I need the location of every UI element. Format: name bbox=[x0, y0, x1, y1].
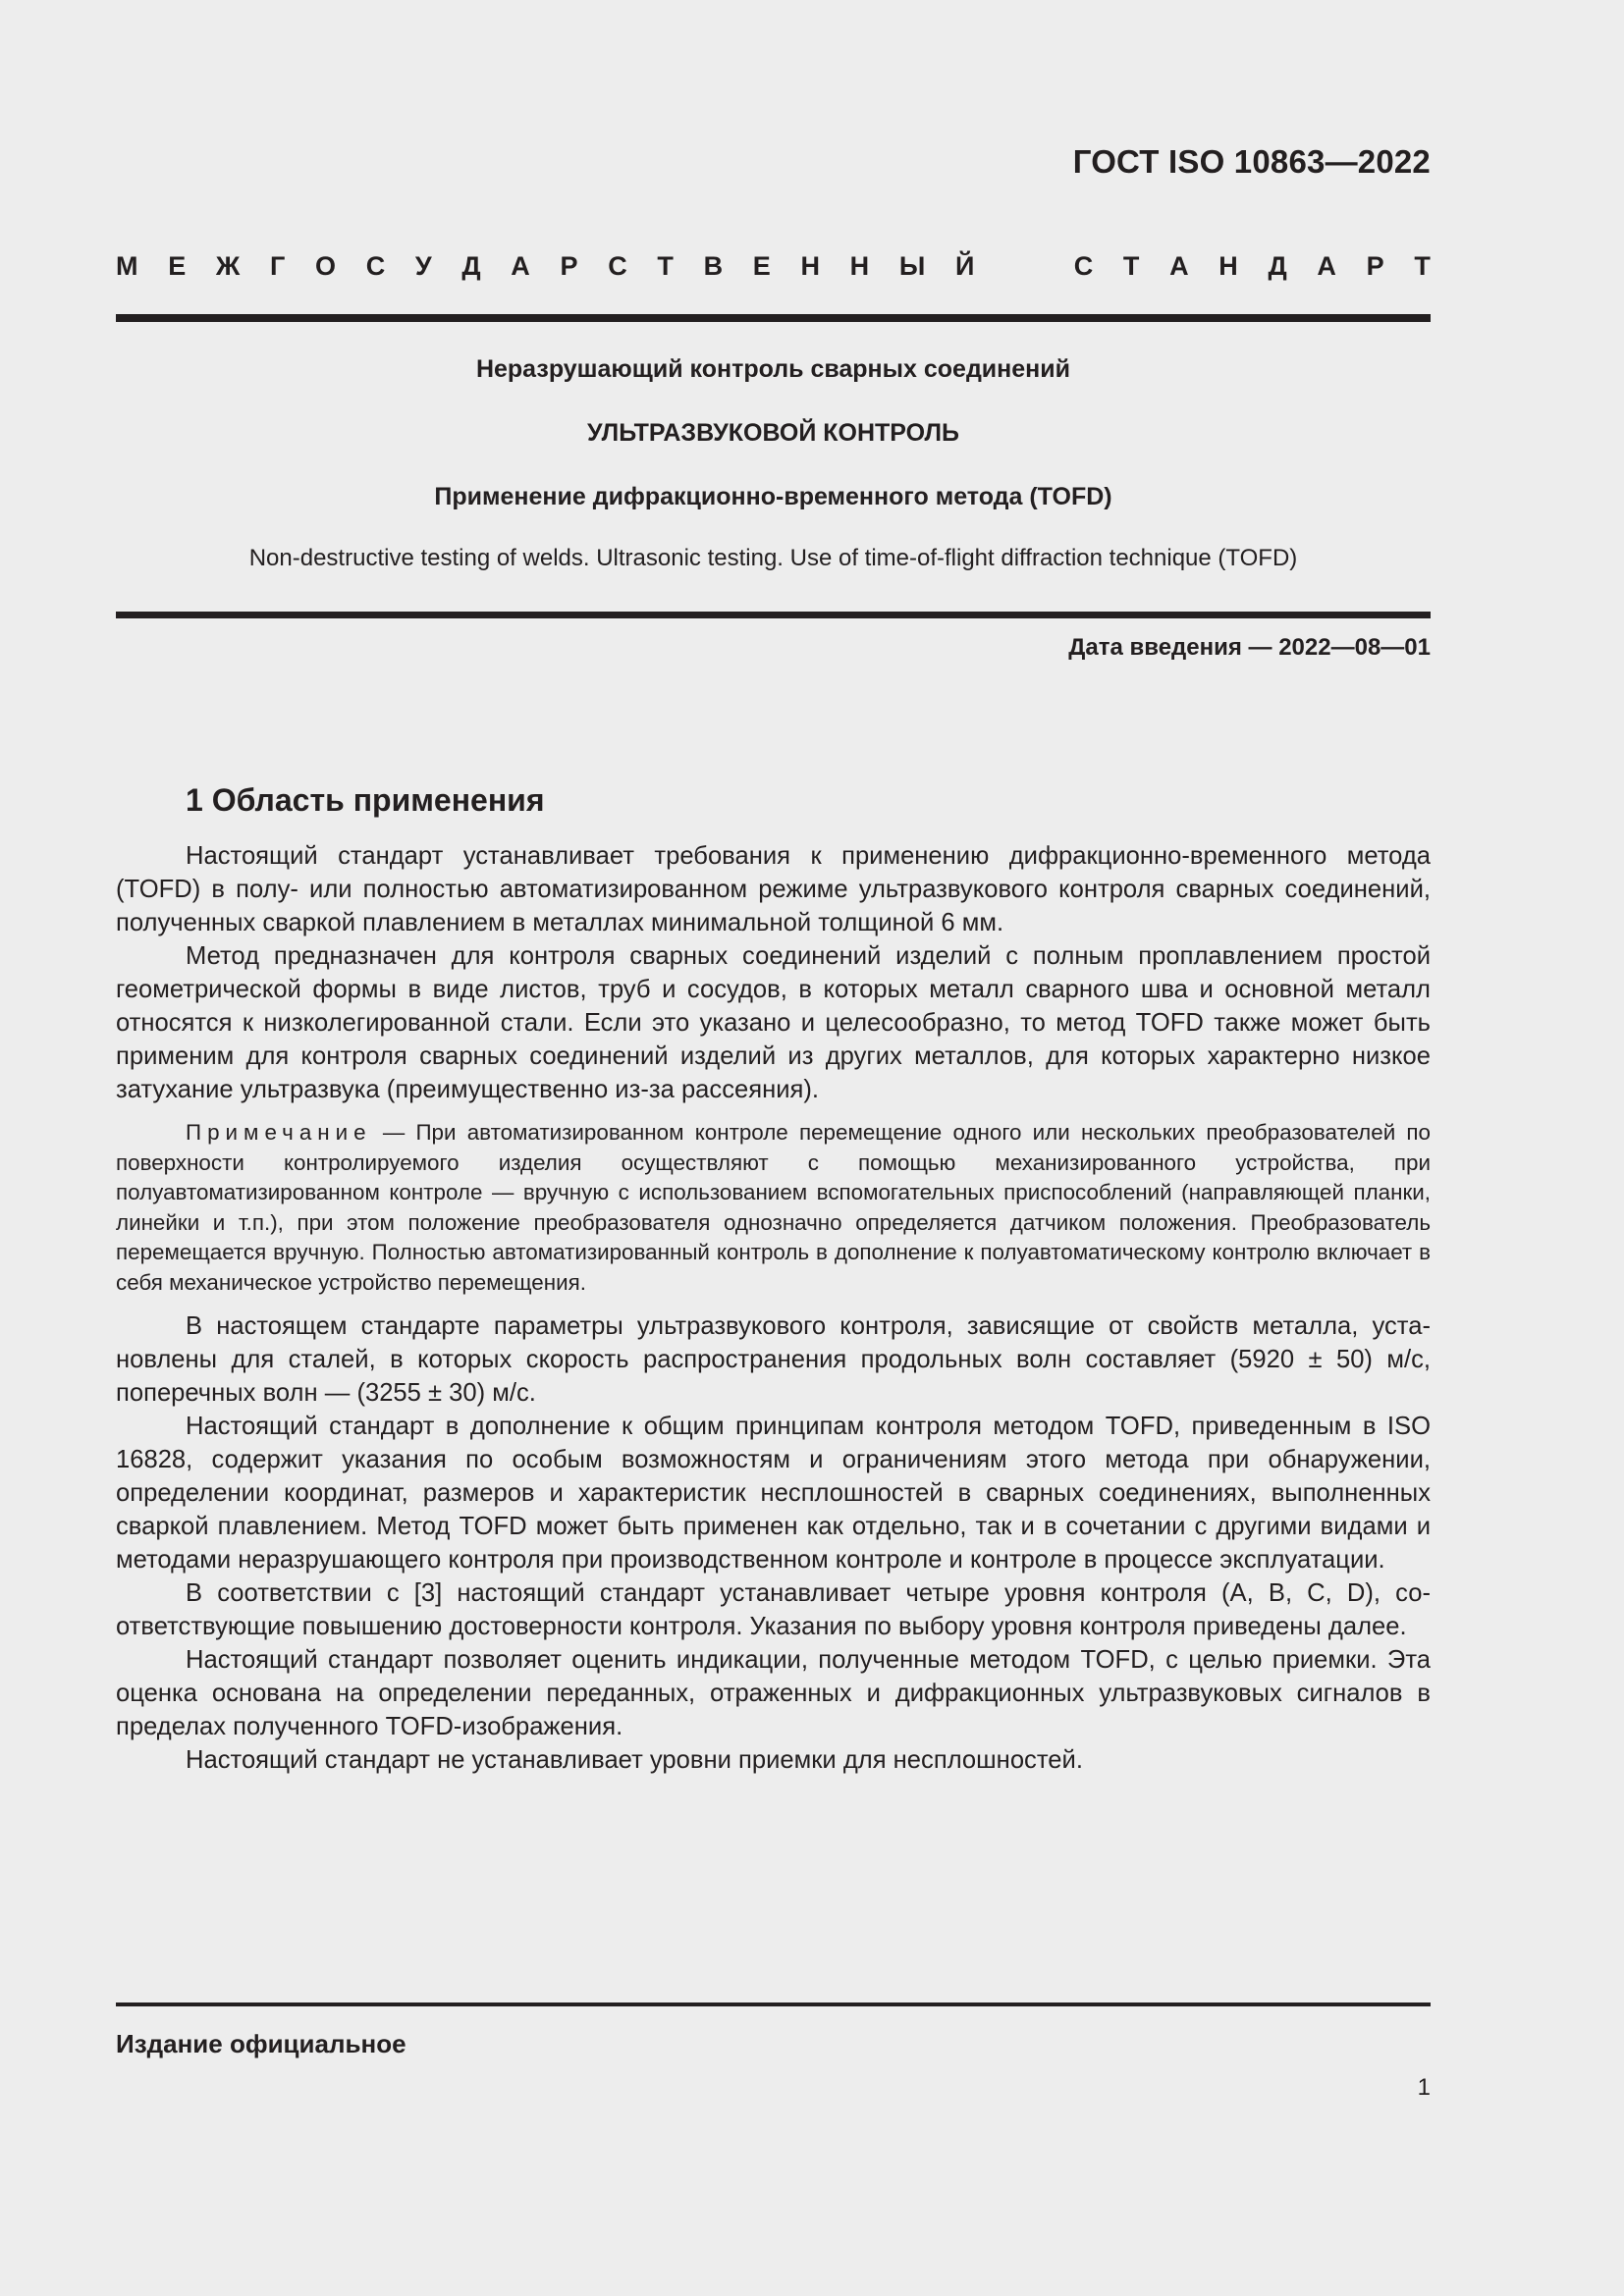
footer-divider bbox=[116, 2002, 1431, 2006]
paragraph: Настоящий стандарт позволяет оценить индикации, полученные методом TOFD, с целью приемки. Эта оценка основана на определении переданных, отраженных и дифракционных ультразвуковых сигналов в пределах полученного TOFD-изображения. bbox=[116, 1646, 1431, 1740]
title-main: Неразрушающий контроль сварных соединений bbox=[475, 355, 1071, 383]
standard-type-letter: Н bbox=[800, 251, 820, 281]
standard-type-letter: С bbox=[1073, 251, 1094, 281]
standard-type-letter: Н bbox=[849, 251, 870, 281]
standard-type-letter: Р bbox=[1366, 251, 1384, 281]
standard-type-letter: А bbox=[511, 251, 530, 281]
standard-type-letter: Д bbox=[1268, 251, 1287, 281]
paragraph: Настоящий стандарт не устанавливает уровни приемки для несплошностей. bbox=[186, 1746, 1083, 1774]
standard-type-letter: Е bbox=[168, 251, 187, 281]
standard-type-letter: Т bbox=[1414, 251, 1431, 281]
standard-type-letter: Й bbox=[954, 251, 975, 281]
standard-type-letter: Т bbox=[1122, 251, 1140, 281]
title-subtitle: Применение дифракционно-временного метода (TOFD) bbox=[434, 483, 1112, 510]
introduction-date: Дата введения — 2022—08—01 bbox=[1068, 634, 1431, 661]
title-english: Non-destructive testing of welds. Ultrasonic testing. Use of time-of-flight diffraction technique (TOFD) bbox=[248, 545, 1298, 571]
standard-type-letter: В bbox=[703, 251, 724, 281]
standard-type-letter: У bbox=[414, 251, 432, 281]
title-caps: УЛЬТРАЗВУКОВОЙ КОНТРОЛЬ bbox=[587, 419, 959, 447]
standard-type-letter: О bbox=[314, 251, 336, 281]
note-label: Примечание bbox=[186, 1120, 372, 1145]
standard-type-letter: Т bbox=[657, 251, 674, 281]
note-text: — При автоматизированном контроле перемещение одного или нескольких преобразователей по поверхности контролируемого изделия осуществляют с помощью механизированного устройства, при полуавтоматизированном контроле — вручную с использованием вспомогательных приспособлений (направляющей планки, линейки и т.п.), при этом положение преобразователя однозначно определяется датчиком положения. Преобразователь перемещается вручную. Полностью автоматизированный контроль в дополнение к полуавтоматическому контролю включает в себя механическое устройство перемещения. bbox=[116, 1120, 1431, 1295]
standard-type-letter: Д bbox=[461, 251, 481, 281]
section-body bbox=[116, 839, 1431, 1777]
standard-type-letter: С bbox=[608, 251, 627, 281]
paragraph: В настоящем стандарте параметры ультразвукового контроля, зависящие от свойств металла, установлены для сталей, в которых скорость распространения продольных волн составляет (5920 ± 50) м/с, поперечных волн — (3255 ± 30) м/с. bbox=[116, 1312, 1431, 1407]
paragraph: Настоящий стандарт устанавливает требования к применению дифракционно-временного метода (TOFD) в полу- или полностью автоматизированном режиме ультразвукового контроля сварных соединений, полученных сваркой плавлением в металлах минимальной толщиной 6 мм. bbox=[116, 842, 1431, 936]
standard-type-heading bbox=[116, 251, 1431, 282]
note bbox=[116, 1118, 1431, 1298]
standard-type-letter: Ы bbox=[898, 251, 926, 281]
paragraph: Настоящий стандарт в дополнение к общим принципам контроля методом TOFD, приведенным в ISO 16828, содержит указания по особым возможностям и ограничениям этого метода при обнаружении, определении координат, размеров и характеристик несплошностей в сварных соединениях, выполненных сваркой плавлением. Метод TOFD может быть применен как отдельно, так и в сочетании с другими видами и методами неразрушающего контроля при производственном контроле и контроле в процессе эксплуатации. bbox=[116, 1413, 1431, 1574]
section-heading: 1 Область применения bbox=[186, 782, 545, 818]
standard-type-letter: Р bbox=[560, 251, 578, 281]
standard-type-letter: Г bbox=[269, 251, 286, 281]
title-divider bbox=[116, 612, 1431, 618]
header-divider bbox=[116, 314, 1431, 322]
standard-type-letter: Ж bbox=[215, 251, 241, 281]
standard-type-letter: А bbox=[1169, 251, 1189, 281]
document-number: ГОСТ ISO 10863—2022 bbox=[1072, 143, 1431, 180]
standard-type-letter: Н bbox=[1218, 251, 1238, 281]
paragraph: В соответствии с [3] настоящий стандарт устанавливает четыре уровня контроля (A, B, C, D), соответствующие повышению достоверности контроля. Указания по выбору уровня контроля приведены далее. bbox=[116, 1579, 1431, 1640]
standard-type-letter: Е bbox=[752, 251, 771, 281]
standard-type-letter: А bbox=[1317, 251, 1336, 281]
standard-type-letter: М bbox=[116, 251, 138, 281]
edition-label: Издание официальное bbox=[116, 2029, 406, 2058]
standard-type-space bbox=[1004, 251, 1044, 282]
standard-type-letter: С bbox=[365, 251, 386, 281]
page-number: 1 bbox=[1417, 2074, 1431, 2101]
paragraph: Метод предназначен для контроля сварных соединений изделий с полным проплавлением простой геометрической формы в виде листов, труб и сосудов, в которых металл сварного шва и основной металл относятся к низколегированной стали. Если это указано и целесообразно, то метод TOFD также может быть применим для контроля сварных соединений изделий из других металлов, для которых характерно низкое затухание ультразвука (преимущественно из-за рассеяния). bbox=[116, 942, 1431, 1103]
